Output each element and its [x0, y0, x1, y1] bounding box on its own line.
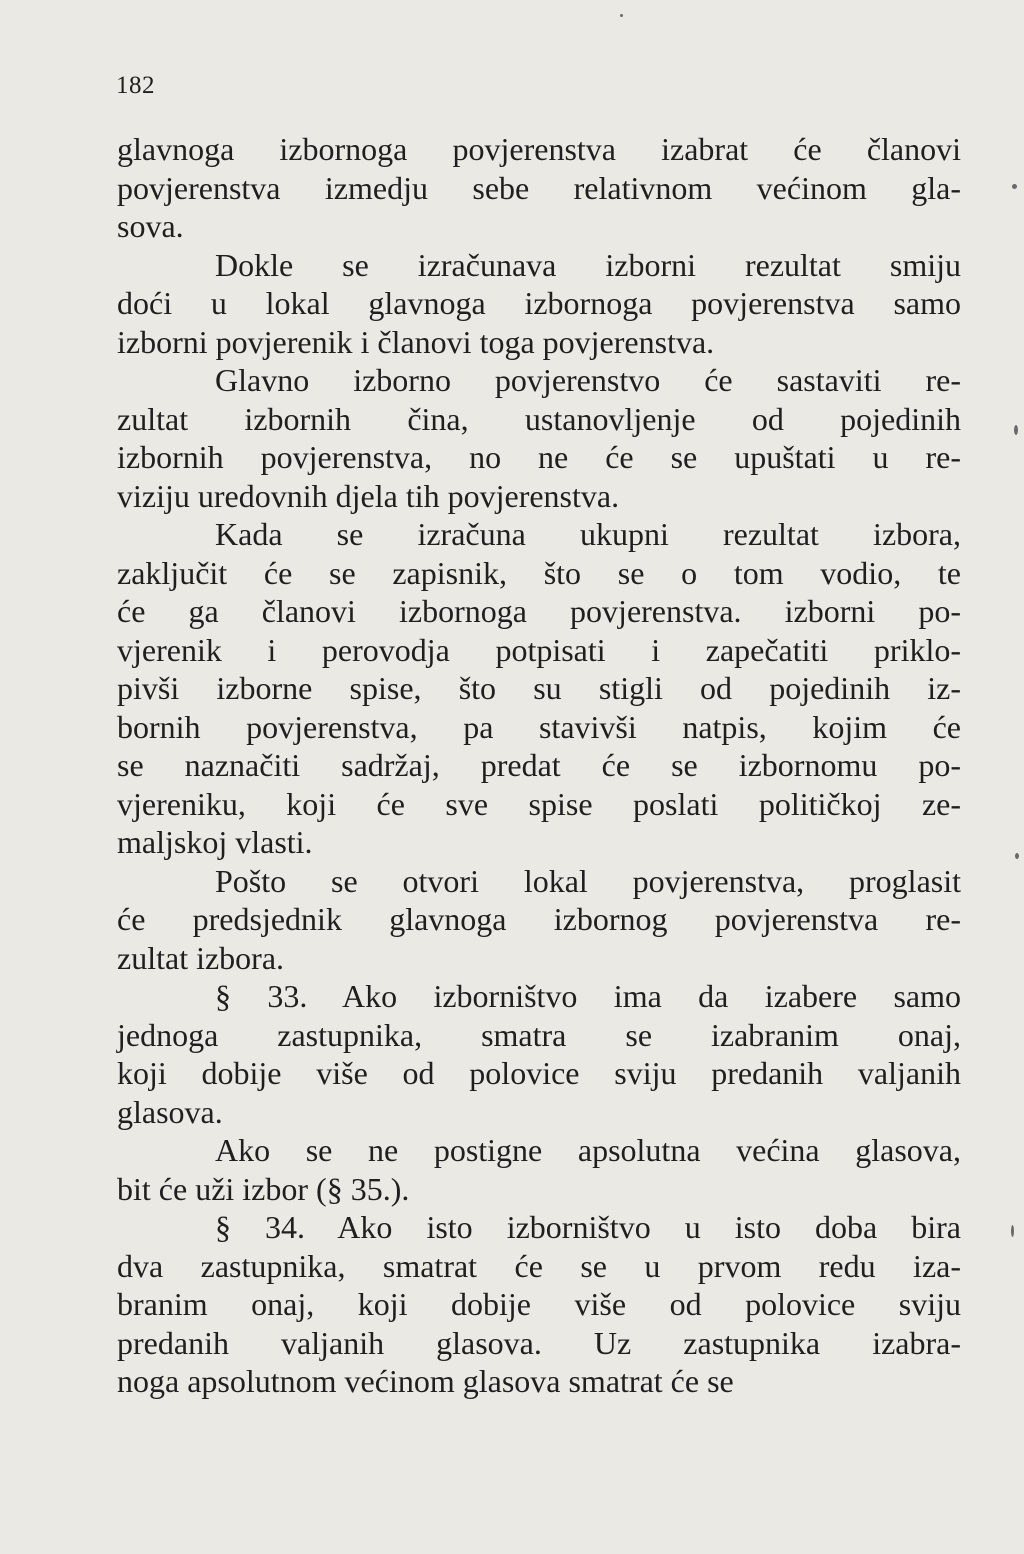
text-line: bornih povjerenstva, pa stavivši natpis, kojim će: [117, 708, 961, 745]
paragraph-p1: [117, 130, 961, 246]
text-line: Pošto se otvori lokal povjerenstva, proglasit: [215, 862, 961, 899]
text-line: § 33. Ako izborništvo ima da izabere samo: [215, 978, 961, 1014]
text-line: viziju uredovnih djela tih povjerenstva.: [117, 477, 620, 514]
paper-speck: [620, 14, 623, 17]
text-line: koji dobije više od polovice sviju predanih valjanih: [117, 1055, 961, 1091]
paper-speck: [1015, 853, 1019, 859]
text-line: doći u lokal glavnoga izbornoga povjerenstva samo: [117, 285, 961, 321]
text-line: glasova.: [117, 1093, 223, 1130]
text-line: jednoga zastupnika, smatra se izabranim onaj,: [117, 1016, 961, 1053]
text-line: zultat izbora.: [117, 939, 285, 976]
text-line: dva zastupnika, smatrat će se u prvom redu iza-: [117, 1247, 961, 1284]
text-line: će predsjednik glavnoga izbornog povjerenstva re-: [117, 901, 961, 937]
paragraph-p4: [117, 515, 961, 862]
text-line: izbornih povjerenstva, no ne će se upuštati u re-: [117, 439, 961, 475]
paragraph-p5: [117, 862, 961, 978]
text-line: pivši izborne spise, što su stigli od pojedinih iz-: [117, 670, 961, 706]
paper-speck: [1014, 425, 1018, 435]
text-line: maljskoj vlasti.: [117, 824, 313, 860]
text-line: glavnoga izbornoga povjerenstva izabrat će članovi: [117, 131, 961, 167]
text-line: će ga članovi izbornoga povjerenstva. izborni po-: [117, 593, 961, 629]
paragraph-p2: [117, 246, 961, 362]
text-line: bit će uži izbor (§ 35.).: [117, 1170, 410, 1207]
paper-speck: [1011, 1225, 1014, 1237]
text-line: povjerenstva izmedju sebe relativnom većinom gla-: [117, 169, 961, 206]
text-line: Glavno izborno povjerenstvo će sastaviti re-: [215, 362, 961, 398]
text-line: vjereniku, koji će sve spise poslati političkoj ze-: [117, 785, 961, 822]
body-text: [117, 130, 961, 1401]
text-line: zaključit će se zapisnik, što se o tom vodio, te: [117, 554, 961, 591]
paragraph-p7: [117, 1131, 961, 1208]
paragraph-p8: [117, 1208, 961, 1401]
paragraph-p3: [117, 361, 961, 515]
text-line: Kada se izračuna ukupni rezultat izbora,: [215, 516, 961, 552]
text-line: Dokle se izračunava izborni rezultat smiju: [215, 246, 961, 283]
text-line: izborni povjerenik i članovi toga povjerenstva.: [117, 323, 715, 360]
text-line: vjerenik i perovodja potpisati i zapečatiti priklo-: [117, 631, 961, 668]
paper-speck: [1012, 184, 1017, 189]
text-line: noga apsolutnom većinom glasova smatrat će se: [117, 1363, 734, 1399]
text-line: se naznačiti sadržaj, predat će se izbornomu po-: [117, 747, 961, 783]
text-line: zultat izbornih čina, ustanovljenje od pojedinih: [117, 400, 961, 437]
text-line: § 34. Ako isto izborništvo u isto doba bira: [215, 1209, 961, 1245]
paragraph-p6: [117, 977, 961, 1131]
text-line: Ako se ne postigne apsolutna većina glasova,: [215, 1132, 961, 1168]
page-number: 182: [116, 72, 155, 99]
text-line: sova.: [117, 208, 184, 244]
text-line: predanih valjanih glasova. Uz zastupnika izabra-: [117, 1324, 961, 1361]
text-line: branim onaj, koji dobije više od polovice sviju: [117, 1286, 961, 1322]
